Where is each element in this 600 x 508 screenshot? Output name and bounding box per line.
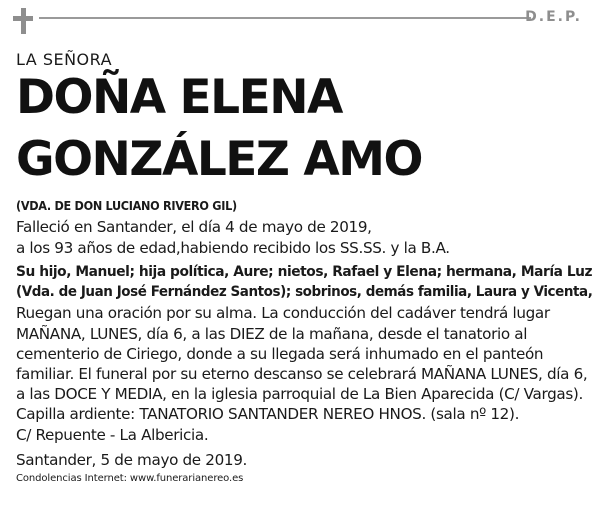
notice-line: Ruegan una oración por su alma. La conducción del cadáver tendrá lugar (16, 304, 550, 322)
notice-line: a las DOCE Y MEDIA, en la iglesia parroquial de La Bien Aparecida (C/ Vargas). (16, 385, 583, 403)
death-line-2: a los 93 años de edad,habiendo recibido los SS.SS. y la B.A. (16, 239, 450, 257)
notice-line: Capilla ardiente: TANATORIO SANTANDER NEREO HNOS. (sala nº 12). (16, 405, 520, 423)
title-prefix: LA SEÑORA (16, 50, 113, 69)
widow-note: (VDA. DE DON LUCIANO RIVERO GIL) (16, 198, 237, 213)
place-date: Santander, 5 de mayo de 2019. (16, 451, 247, 469)
condolences-note: Condolencias Internet: www.funerarianereo.es (16, 473, 244, 484)
notice-line: cementerio de Ciriego, donde a su llegada será inhumado en el panteón (16, 345, 544, 363)
dep-label: D.E.P. (525, 9, 582, 25)
family-line-1: Su hijo, Manuel; hija política, Aure; nietos, Rafael y Elena; hermana, María Luz (16, 264, 593, 280)
death-line-1: Falleció en Santander, el día 4 de mayo de 2019, (16, 218, 372, 236)
header-bar (0, 0, 600, 38)
cross-icon (13, 8, 33, 34)
deceased-name-line2: GONZÁLEZ AMO (16, 132, 422, 187)
header-rule (39, 17, 531, 19)
notice-line: C/ Repuente - La Albericia. (16, 426, 209, 444)
notice-line: familiar. El funeral por su eterno descanso se celebrará MAÑANA LUNES, día 6, (16, 365, 588, 383)
notice-line: MAÑANA, LUNES, día 6, a las DIEZ de la mañana, desde el tanatorio al (16, 325, 528, 343)
deceased-name-line1: DOÑA ELENA (16, 70, 342, 125)
family-line-2: (Vda. de Juan José Fernández Santos); sobrinos, demás familia, Laura y Vicenta, (16, 284, 593, 300)
